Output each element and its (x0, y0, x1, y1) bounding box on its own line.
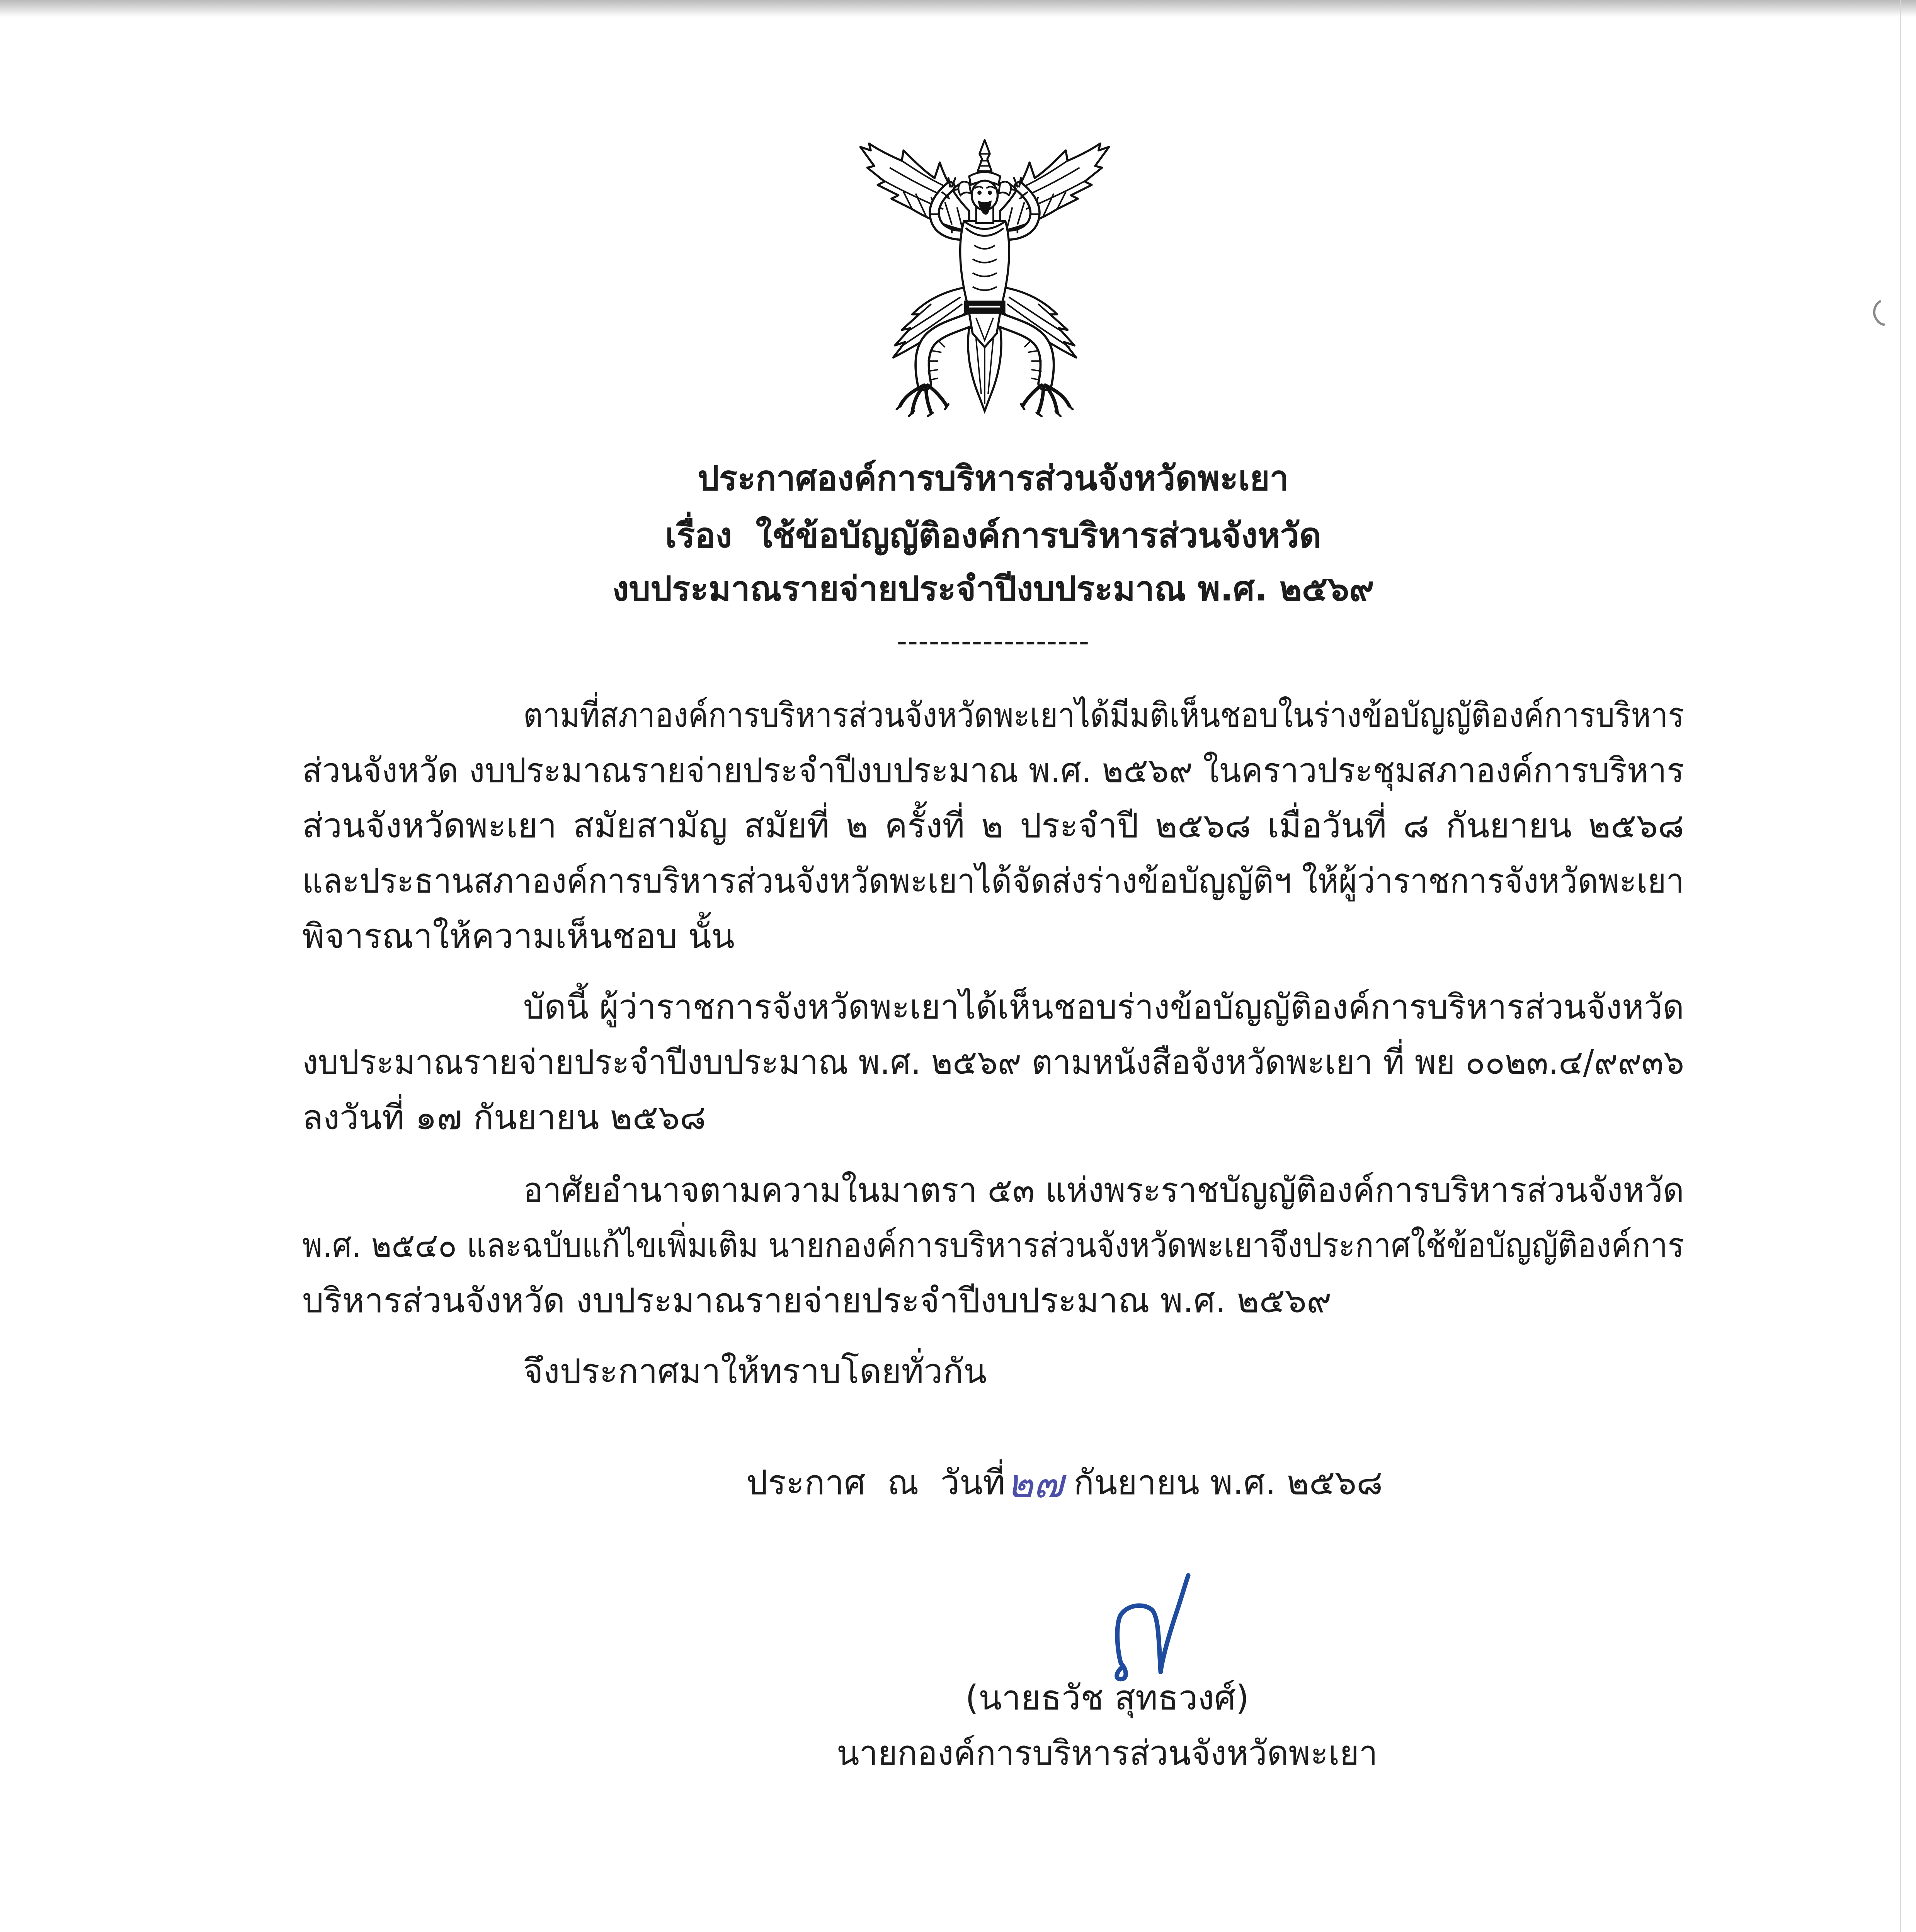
closing-line-text: จึงประกาศมาให้ทราบโดยทั่วกัน (523, 1351, 987, 1391)
signer-name (837, 1671, 1378, 1725)
subject-line-text: เรื่อง ใช้ข้อบัญญัติองค์การบริหารส่วนจังหวัด (665, 515, 1321, 555)
paragraph-2-line-1 (523, 980, 1684, 1034)
paragraph-3-line-3 (302, 1274, 1684, 1328)
title-separator-text: ------------------ (897, 625, 1090, 658)
scan-shadow-top (0, 0, 1916, 17)
handwritten-signature (1100, 1568, 1204, 1682)
paragraph-line-text: บัดนี้ ผู้ว่าราชการจังหวัดพะเยาได้เห็นชอบร่างข้อบัญญัติองค์การบริหารส่วนจังหวัด (523, 987, 1684, 1027)
garuda-center (958, 140, 1011, 411)
signer-name-text: (นายธวัช สุทธวงศ์) (965, 1678, 1249, 1718)
paragraph-line-text: ลงวันที่ ๑๗ กันยายน ๒๕๖๘ (302, 1097, 706, 1137)
paragraph-line-text: และประธานสภาองค์การบริหารส่วนจังหวัดพะเยาได้จัดส่งร่างข้อบัญญัติฯ ให้ผู้ว่าราชการจังหวัดพะเยา (302, 861, 1684, 901)
announcement-title (302, 451, 1684, 505)
date-day-handwritten: ๒๗ (1007, 1460, 1063, 1507)
date-prefix: ประกาศ ณ วันที่ (746, 1463, 1006, 1502)
announcement-date-text (746, 1453, 1383, 1510)
closing-line (523, 1344, 1684, 1398)
garuda-talon-tips (897, 404, 948, 416)
paragraph-1-line-1 (523, 688, 1684, 742)
garuda-left-half (860, 143, 974, 416)
garuda-right-half (995, 143, 1109, 416)
paragraph-2-line-3 (302, 1090, 1684, 1145)
paragraph-line-text: พ.ศ. ๒๕๔๐ และฉบับแก้ไขเพิ่มเติม นายกองค์การบริหารส่วนจังหวัดพะเยาจึงประกาศใช้ข้อบัญญัติองค์การ (302, 1225, 1684, 1265)
paragraph-line-text: อาศัยอำนาจตามความในมาตรา ๕๓ แห่งพระราชบัญญัติองค์การบริหารส่วนจังหวัด (523, 1170, 1684, 1210)
paragraph-line-text: ตามที่สภาองค์การบริหารส่วนจังหวัดพะเยาได้มีมติเห็นชอบในร่างข้อบัญญัติองค์การบริหาร (523, 695, 1684, 735)
paragraph-3-line-2 (302, 1218, 1684, 1272)
garuda-emblem (855, 138, 1114, 423)
paragraph-1-line-3 (302, 799, 1684, 853)
announcement-title-text: ประกาศองค์การบริหารส่วนจังหวัดพะเยา (697, 458, 1289, 498)
signer-position (837, 1726, 1378, 1780)
paragraph-1-line-4 (302, 854, 1684, 908)
title-separator (302, 614, 1684, 668)
subject-line-2-text: งบประมาณรายจ่ายประจำปีงบประมาณ พ.ศ. ๒๕๖๙ (612, 569, 1374, 609)
scan-mark (1868, 299, 1886, 327)
signer-position-text: นายกองค์การบริหารส่วนจังหวัดพะเยา (837, 1733, 1378, 1773)
date-month-year: กันยายน พ.ศ. ๒๕๖๘ (1073, 1463, 1383, 1502)
paragraph-line-text: บริหารส่วนจังหวัด งบประมาณรายจ่ายประจำปีงบประมาณ พ.ศ. ๒๕๖๙ (302, 1281, 1332, 1320)
garuda-talon-tips (1021, 404, 1073, 416)
announcement-date (746, 1453, 1684, 1507)
paragraph-1-line-2 (302, 743, 1684, 798)
paragraph-1-line-5 (302, 909, 1684, 963)
subject-line (302, 509, 1684, 563)
paragraph-3-line-1 (523, 1163, 1684, 1217)
paragraph-line-text: พิจารณาให้ความเห็นชอบ นั้น (302, 916, 735, 956)
scan-edge-right (1900, 0, 1901, 1932)
paragraph-2-line-2 (302, 1035, 1684, 1089)
subject-line-2 (302, 562, 1684, 616)
paragraph-line-text: ส่วนจังหวัดพะเยา สมัยสามัญ สมัยที่ ๒ ครั้งที่ ๒ ประจำปี ๒๕๖๘ เมื่อวันที่ ๘ กันยายน ๒๕๖๘ (302, 806, 1684, 845)
scan-mark-stroke (1874, 301, 1884, 325)
garuda-eye-right (988, 190, 992, 195)
paragraph-line-text: ส่วนจังหวัด งบประมาณรายจ่ายประจำปีงบประมาณ พ.ศ. ๒๕๖๙ ในคราวประชุมสภาองค์การบริหาร (302, 750, 1684, 790)
paragraph-line-text: งบประมาณรายจ่ายประจำปีงบประมาณ พ.ศ. ๒๕๖๙ ตามหนังสือจังหวัดพะเยา ที่ พย ๐๐๒๓.๔/๙๙๓๖ (302, 1042, 1684, 1082)
garuda-eye-left (977, 190, 982, 195)
signature-stroke (1117, 1575, 1188, 1679)
